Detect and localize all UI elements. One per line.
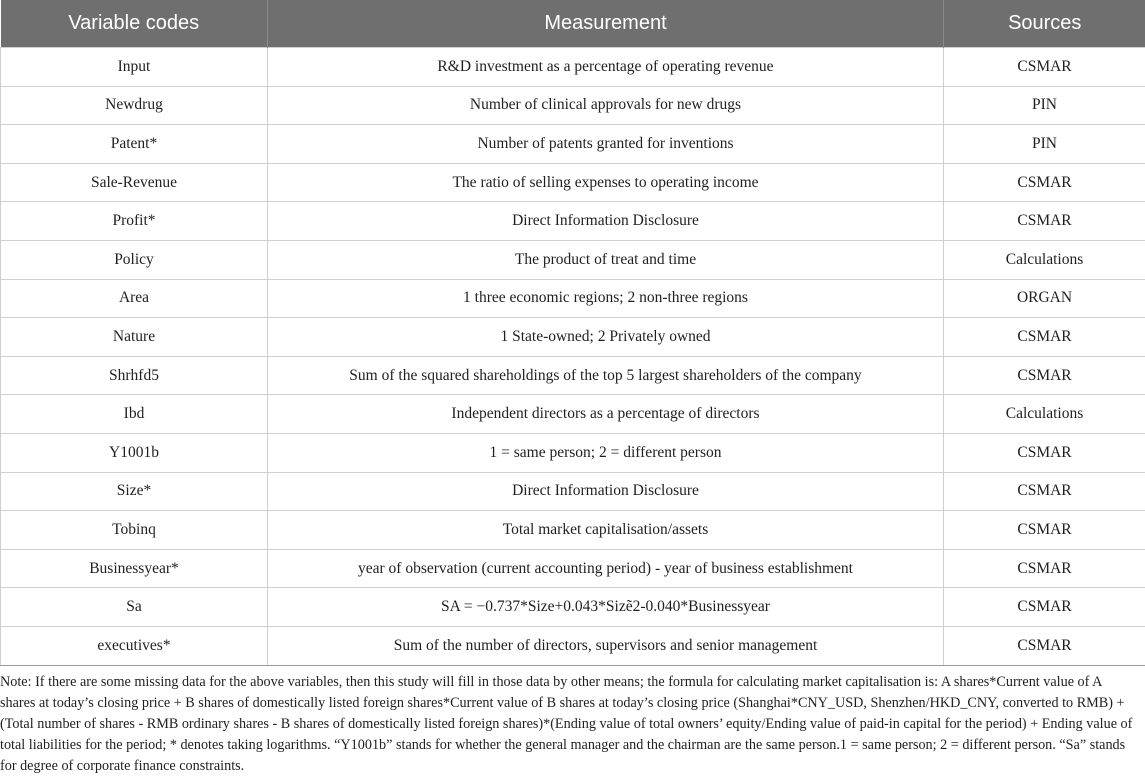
measurement-cell: SA = −0.737*Size+0.043*Sizẽ2-0.040*Businessyear	[268, 588, 944, 627]
table-row	[1, 86, 1145, 125]
table-row	[1, 318, 1145, 357]
source-cell: CSMAR	[944, 549, 1145, 588]
measurement-cell: 1 = same person; 2 = different person	[268, 433, 944, 472]
table-row	[1, 240, 1145, 279]
header-measurement: Measurement	[268, 0, 944, 48]
variable-code-cell: Size*	[1, 472, 268, 511]
variable-code-cell: Y1001b	[1, 433, 268, 472]
table-row	[1, 125, 1145, 164]
source-cell: CSMAR	[944, 163, 1145, 202]
source-cell: CSMAR	[944, 588, 1145, 627]
variable-code-cell: Area	[1, 279, 268, 318]
table-header	[1, 0, 1145, 48]
source-cell: CSMAR	[944, 626, 1145, 665]
variable-code-cell: Policy	[1, 240, 268, 279]
header-variable-codes: Variable codes	[1, 0, 268, 48]
source-cell: CSMAR	[944, 356, 1145, 395]
variable-code-cell: Sale-Revenue	[1, 163, 268, 202]
table-row	[1, 48, 1145, 87]
measurement-cell: The product of treat and time	[268, 240, 944, 279]
header-row	[1, 0, 1145, 48]
source-cell: CSMAR	[944, 318, 1145, 357]
variable-code-cell: Input	[1, 48, 268, 87]
table-row	[1, 626, 1145, 665]
variable-code-cell: Tobinq	[1, 511, 268, 550]
table-row	[1, 356, 1145, 395]
variable-code-cell: Businessyear*	[1, 549, 268, 588]
measurement-cell: 1 State-owned; 2 Privately owned	[268, 318, 944, 357]
measurement-cell: Independent directors as a percentage of directors	[268, 395, 944, 434]
variable-code-cell: Shrhfd5	[1, 356, 268, 395]
header-sources: Sources	[944, 0, 1145, 48]
table-row	[1, 472, 1145, 511]
measurement-cell: Direct Information Disclosure	[268, 472, 944, 511]
variable-code-cell: Nature	[1, 318, 268, 357]
source-cell: ORGAN	[944, 279, 1145, 318]
source-cell: PIN	[944, 86, 1145, 125]
measurement-cell: 1 three economic regions; 2 non-three regions	[268, 279, 944, 318]
source-cell: CSMAR	[944, 48, 1145, 87]
source-cell: CSMAR	[944, 202, 1145, 241]
measurement-cell: year of observation (current accounting period) - year of business establishment	[268, 549, 944, 588]
variable-code-cell: Profit*	[1, 202, 268, 241]
measurement-cell: Number of clinical approvals for new drugs	[268, 86, 944, 125]
variable-code-cell: executives*	[1, 626, 268, 665]
table-row	[1, 279, 1145, 318]
table-row	[1, 163, 1145, 202]
measurement-cell: Direct Information Disclosure	[268, 202, 944, 241]
table-body	[1, 48, 1145, 666]
variable-code-cell: Newdrug	[1, 86, 268, 125]
variable-code-cell: Sa	[1, 588, 268, 627]
source-cell: PIN	[944, 125, 1145, 164]
measurement-cell: Total market capitalisation/assets	[268, 511, 944, 550]
table-row	[1, 549, 1145, 588]
table-row	[1, 588, 1145, 627]
measurement-cell: Sum of the squared shareholdings of the top 5 largest shareholders of the company	[268, 356, 944, 395]
table-row	[1, 395, 1145, 434]
table-note: Note: If there are some missing data for the above variables, then this study will fill in those data by other means; the formula for calculating market capitalisation is: A shares*Current value of A shares at today’s closing price + B shares of domestically listed foreign shares*Current value of B shares at today’s closing price (Shanghai*CNY_USD, Shenzhen/HKD_CNY, converted to RMB) + (Total number of shares - RMB ordinary shares - B shares of domestically listed foreign shares)*(Ending value of total owners’ equity/Ending value of paid-in capital for the period) + Ending value of total liabilities for the period; * denotes taking logarithms. “Y1001b” stands for whether the general manager and the chairman are the same person.1 = same person; 2 = different person. “Sa” stands for degree of corporate finance constraints.	[0, 672, 1137, 777]
measurement-cell: R&D investment as a percentage of operating revenue	[268, 48, 944, 87]
measurement-cell: Number of patents granted for inventions	[268, 125, 944, 164]
measurement-cell: The ratio of selling expenses to operating income	[268, 163, 944, 202]
source-cell: CSMAR	[944, 511, 1145, 550]
source-cell: Calculations	[944, 240, 1145, 279]
table-row	[1, 202, 1145, 241]
variable-code-cell: Patent*	[1, 125, 268, 164]
source-cell: CSMAR	[944, 472, 1145, 511]
source-cell: CSMAR	[944, 433, 1145, 472]
measurement-cell: Sum of the number of directors, supervisors and senior management	[268, 626, 944, 665]
table-row	[1, 511, 1145, 550]
source-cell: Calculations	[944, 395, 1145, 434]
variable-code-cell: Ibd	[1, 395, 268, 434]
table-row	[1, 433, 1145, 472]
